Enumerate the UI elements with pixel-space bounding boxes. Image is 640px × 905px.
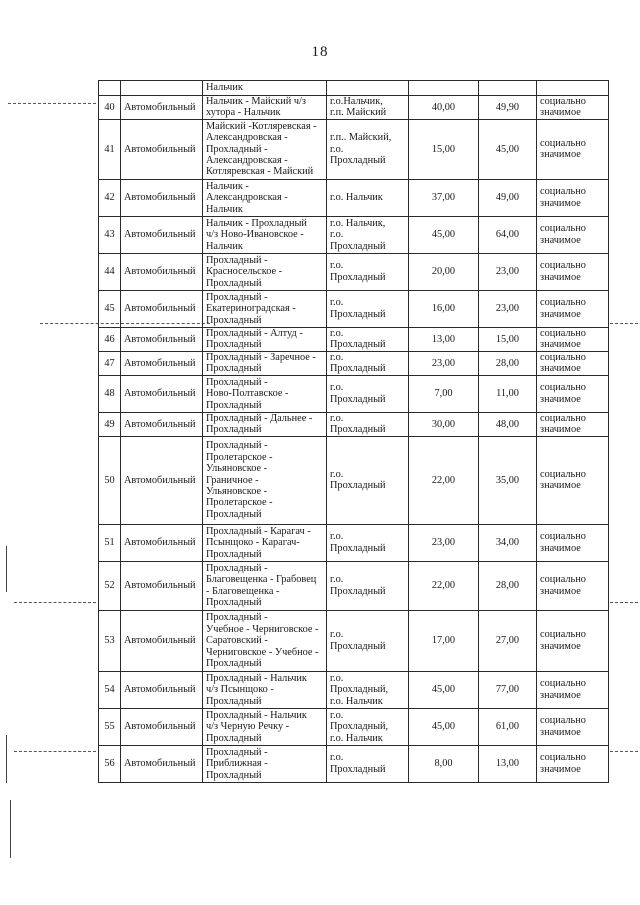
distance-value-cell	[479, 327, 537, 351]
transport-type-cell-text: Автомобильный	[124, 143, 196, 155]
distance-value-cell	[409, 216, 479, 253]
municipality-cell-text: г.о. Нальчик, г.о. Прохладный	[330, 217, 386, 252]
distance-value-cell-text: 13,00	[495, 758, 520, 770]
table-row	[99, 524, 609, 561]
distance-value-cell	[409, 375, 479, 412]
distance-value-cell	[479, 290, 537, 327]
transport-type-cell	[121, 375, 203, 412]
distance-value-cell	[479, 436, 537, 524]
page-number: 18	[311, 44, 329, 60]
table-row	[99, 119, 609, 179]
municipality-cell-text: г.о. Прохладный, г.о. Нальчик	[330, 672, 389, 707]
distance-value-cell-text: 8,00	[434, 758, 453, 770]
scan-artifact-line	[8, 103, 96, 104]
route-cell-text: Прохладный - Красносельское - Прохладный	[206, 254, 283, 289]
status-cell	[537, 671, 609, 708]
status-cell	[537, 179, 609, 216]
status-cell-text: социально значимое	[540, 137, 586, 161]
num-cell-text: 50	[104, 474, 115, 486]
transport-type-cell-text: Автомобильный	[124, 388, 196, 400]
municipality-cell	[327, 96, 409, 120]
municipality-cell-text: г.о. Прохладный	[330, 297, 386, 320]
distance-value-cell-text: 45,00	[431, 684, 456, 696]
municipality-cell	[327, 290, 409, 327]
table-row	[99, 216, 609, 253]
route-cell	[203, 119, 327, 179]
status-cell	[537, 436, 609, 524]
distance-value-cell-text: 23,00	[431, 537, 456, 549]
num-cell	[99, 561, 121, 610]
municipality-cell	[327, 524, 409, 561]
route-cell-text: Нальчик - Прохладный ч/з Ново-Ивановское - Нальчик	[206, 217, 307, 252]
route-cell	[203, 745, 327, 782]
num-cell	[99, 327, 121, 351]
num-cell	[99, 375, 121, 412]
municipality-cell	[327, 327, 409, 351]
transport-type-cell-text: Автомобильный	[124, 474, 196, 486]
distance-value-cell	[409, 610, 479, 671]
num-cell-text: 48	[104, 388, 115, 400]
transport-type-cell	[121, 524, 203, 561]
num-cell-text: 41	[104, 143, 115, 155]
table-row	[99, 375, 609, 412]
route-cell	[203, 524, 327, 561]
distance-value-cell-text: 11,00	[496, 388, 519, 400]
num-cell-text: 51	[104, 537, 115, 549]
num-cell-text: 42	[104, 192, 115, 204]
route-cell	[203, 375, 327, 412]
distance-value-cell-text: 23,00	[495, 266, 520, 278]
transport-type-cell-text: Автомобильный	[124, 229, 196, 241]
distance-value-cell	[479, 745, 537, 782]
num-cell	[99, 745, 121, 782]
transport-type-cell	[121, 412, 203, 436]
table-row	[99, 436, 609, 524]
transport-type-cell-text: Автомобильный	[124, 635, 196, 647]
status-cell-text: социально значимое	[540, 715, 586, 738]
status-cell	[537, 216, 609, 253]
route-cell	[203, 290, 327, 327]
type-cell	[121, 81, 203, 96]
route-cell-text: Прохладный - Ново-Полтавское - Прохладный	[206, 376, 289, 411]
status-cell-text: социально значимое	[540, 468, 586, 492]
route-cell-text: Майский -Котляревская - Александровская - Прохладный - Александровская - Котляревская - Майский	[206, 120, 317, 178]
distance-value-cell-text: 7,00	[434, 388, 453, 400]
distance-value-cell-text: 77,00	[495, 684, 520, 696]
transport-type-cell	[121, 179, 203, 216]
municipality-cell	[327, 610, 409, 671]
num-cell	[99, 253, 121, 290]
municipality-cell-text: г.о. Прохладный	[330, 382, 386, 405]
route-cell-text: Прохладный - Алтуд - Прохладный	[206, 327, 303, 351]
scan-artifact-line	[14, 751, 96, 752]
transport-type-cell	[121, 216, 203, 253]
route-cell	[203, 327, 327, 351]
num-cell-text: 54	[104, 684, 115, 696]
transport-type-cell	[121, 561, 203, 610]
status-cell-text: социально значимое	[540, 351, 586, 375]
num-cell-text: 46	[104, 333, 115, 345]
value-cell	[479, 81, 537, 96]
distance-value-cell-text: 28,00	[495, 580, 520, 592]
municipality-cell-text: г.о. Прохладный, г.о. Нальчик	[330, 709, 389, 744]
num-cell	[99, 179, 121, 216]
table-row	[99, 96, 609, 120]
distance-value-cell-text: 27,00	[495, 635, 520, 647]
distance-value-cell	[479, 179, 537, 216]
municipality-cell-text: г.о. Прохладный	[330, 574, 386, 597]
status-cell-text: социально значимое	[540, 531, 586, 554]
status-cell	[537, 524, 609, 561]
transport-type-cell-text: Автомобильный	[124, 266, 196, 278]
distance-value-cell	[479, 351, 537, 375]
num-cell-text: 47	[104, 357, 115, 369]
distance-value-cell-text: 45,00	[495, 143, 520, 155]
distance-value-cell	[479, 412, 537, 436]
status-cell-text: социально значимое	[540, 752, 586, 775]
num-cell	[99, 81, 121, 96]
municipality-cell-text: г.п.. Майский, г.о. Прохладный	[330, 132, 392, 167]
scan-artifact-line	[610, 602, 638, 603]
num-cell	[99, 708, 121, 745]
status-cell	[537, 745, 609, 782]
distance-value-cell-text: 22,00	[431, 580, 456, 592]
table-row	[99, 327, 609, 351]
route-cell-text: Прохладный - Пролетарское - Ульяновское - Граничное - Ульяновское - Пролетарское - Прохладный	[206, 440, 273, 520]
status-cell-text: социально значимое	[540, 327, 586, 351]
municipality-cell	[327, 253, 409, 290]
route-cell-text: Прохладный - Нальчик ч/з Псынщоко - Прохладный	[206, 672, 307, 707]
scan-artifact-line	[610, 751, 638, 752]
distance-value-cell	[479, 96, 537, 120]
municipality-cell-text: г.о. Прохладный	[330, 531, 386, 554]
value-cell	[409, 81, 479, 96]
route-cell	[203, 351, 327, 375]
distance-value-cell-text: 40,00	[431, 101, 456, 113]
transport-type-cell-text: Автомобильный	[124, 418, 196, 430]
distance-value-cell-text: 34,00	[495, 537, 520, 549]
num-cell-text: 43	[104, 229, 115, 241]
route-cell	[203, 179, 327, 216]
route-cell-text: Прохладный - Екатериноградская - Прохладный	[206, 291, 296, 326]
distance-value-cell-text: 15,00	[431, 143, 456, 155]
status-cell-text: социально значимое	[540, 574, 586, 597]
transport-type-cell-text: Автомобильный	[124, 537, 196, 549]
num-cell	[99, 290, 121, 327]
municipality-cell	[327, 179, 409, 216]
num-cell	[99, 412, 121, 436]
transport-type-cell	[121, 745, 203, 782]
distance-value-cell-text: 15,00	[495, 333, 520, 345]
status-cell	[537, 375, 609, 412]
municipality-cell-text: г.о. Прохладный	[330, 351, 386, 375]
status-cell-text: социально значимое	[540, 678, 586, 701]
route-cell-text: Нальчик - Майский ч/з хутора - Нальчик	[206, 96, 306, 119]
table-row	[99, 745, 609, 782]
distance-value-cell-text: 49,00	[495, 192, 520, 204]
municipality-cell-text: г.о. Прохладный	[330, 629, 386, 652]
transport-type-cell	[121, 119, 203, 179]
municipality-cell	[327, 745, 409, 782]
transport-type-cell-text: Автомобильный	[124, 333, 196, 345]
status-cell	[537, 96, 609, 120]
distance-value-cell-text: 20,00	[431, 266, 456, 278]
municipality-cell	[327, 561, 409, 610]
routes-table	[98, 80, 609, 783]
municipality-cell	[327, 119, 409, 179]
municipality-cell-text: г.о. Прохладный	[330, 468, 386, 492]
transport-type-cell	[121, 327, 203, 351]
route-cell-text: Прохладный - Приближная - Прохладный	[206, 746, 268, 781]
num-cell-text: 56	[104, 758, 115, 770]
status-cell-text: социально значимое	[540, 260, 586, 283]
distance-value-cell	[409, 253, 479, 290]
route-cell-text: Прохладный - Нальчик ч/з Черную Речку - Прохладный	[206, 709, 307, 744]
route-cell-text: Прохладный - Благовещенка - Грабовец - Благовещенка - Прохладный	[206, 563, 317, 609]
scan-artifact-edge	[6, 735, 7, 783]
distance-value-cell	[409, 412, 479, 436]
distance-value-cell-text: 61,00	[495, 721, 520, 733]
num-cell	[99, 671, 121, 708]
distance-value-cell	[479, 375, 537, 412]
num-cell	[99, 524, 121, 561]
num-cell	[99, 216, 121, 253]
scan-artifact-edge	[10, 800, 11, 858]
num-cell	[99, 610, 121, 671]
distance-value-cell-text: 17,00	[431, 635, 456, 647]
distance-value-cell	[409, 351, 479, 375]
scan-artifact-edge	[6, 546, 7, 592]
status-cell-text: социально значимое	[540, 186, 586, 209]
transport-type-cell	[121, 610, 203, 671]
municipality-cell-text: г.о. Прохладный	[330, 752, 386, 775]
num-cell	[99, 96, 121, 120]
table-row	[99, 561, 609, 610]
distance-value-cell-text: 37,00	[431, 192, 456, 204]
municipality-cell-text: г.о. Прохладный	[330, 327, 386, 351]
num-cell	[99, 436, 121, 524]
table-row-continuation	[99, 81, 609, 96]
city-cell	[327, 81, 409, 96]
distance-value-cell	[479, 671, 537, 708]
table-row	[99, 708, 609, 745]
route-cell	[203, 253, 327, 290]
table-row	[99, 290, 609, 327]
distance-value-cell	[409, 561, 479, 610]
route-cell	[203, 412, 327, 436]
route-cell: Нальчик	[203, 81, 327, 96]
municipality-cell	[327, 375, 409, 412]
route-cell-text: Прохладный - Карагач - Псынщоко - Карагач- Прохладный	[206, 525, 311, 560]
distance-value-cell	[409, 327, 479, 351]
num-cell-text: 45	[104, 303, 115, 315]
status-cell-text: социально значимое	[540, 412, 586, 436]
status-cell-text: социально значимое	[540, 382, 586, 405]
transport-type-cell	[121, 351, 203, 375]
distance-value-cell	[409, 179, 479, 216]
status-cell-text: социально значимое	[540, 629, 586, 652]
distance-value-cell	[409, 290, 479, 327]
transport-type-cell	[121, 708, 203, 745]
route-cell	[203, 561, 327, 610]
status-cell	[537, 610, 609, 671]
transport-type-cell-text: Автомобильный	[124, 758, 196, 770]
distance-value-cell-text: 23,00	[431, 357, 456, 369]
table-row	[99, 253, 609, 290]
distance-value-cell-text: 35,00	[495, 474, 520, 486]
status-cell-text: социально значимое	[540, 96, 586, 119]
distance-value-cell-text: 16,00	[431, 303, 456, 315]
table-row	[99, 610, 609, 671]
distance-value-cell	[409, 524, 479, 561]
municipality-cell	[327, 708, 409, 745]
num-cell-text: 44	[104, 266, 115, 278]
num-cell	[99, 351, 121, 375]
municipality-cell	[327, 436, 409, 524]
table-row	[99, 179, 609, 216]
distance-value-cell	[479, 610, 537, 671]
distance-value-cell-text: 23,00	[495, 303, 520, 315]
status-cell	[537, 119, 609, 179]
route-cell-text: Прохладный - Заречное - Прохладный	[206, 351, 316, 375]
transport-type-cell-text: Автомобильный	[124, 357, 196, 369]
transport-type-cell-text: Автомобильный	[124, 721, 196, 733]
distance-value-cell	[409, 671, 479, 708]
table-row	[99, 351, 609, 375]
distance-value-cell-text: 30,00	[431, 418, 456, 430]
route-cell-text: Нальчик - Александровская - Нальчик	[206, 180, 288, 215]
municipality-cell-text: г.о. Прохладный	[330, 412, 386, 436]
distance-value-cell	[409, 436, 479, 524]
route-cell-text: Прохладный - Дальнее - Прохладный	[206, 412, 313, 436]
distance-value-cell	[479, 708, 537, 745]
municipality-cell	[327, 216, 409, 253]
num-cell	[99, 119, 121, 179]
municipality-cell	[327, 412, 409, 436]
scan-artifact-line	[610, 323, 638, 324]
transport-type-cell-text: Автомобильный	[124, 101, 196, 113]
distance-value-cell-text: 48,00	[495, 418, 520, 430]
distance-value-cell-text: 22,00	[431, 474, 456, 486]
transport-type-cell-text: Автомобильный	[124, 684, 196, 696]
status-cell	[537, 327, 609, 351]
distance-value-cell-text: 64,00	[495, 229, 520, 241]
transport-type-cell	[121, 290, 203, 327]
status-cell-text: социально значимое	[540, 297, 586, 320]
route-cell	[203, 708, 327, 745]
status-cell	[537, 561, 609, 610]
route-cell	[203, 610, 327, 671]
distance-value-cell-text: 49,90	[495, 101, 520, 113]
route-cell	[203, 436, 327, 524]
distance-value-cell	[479, 119, 537, 179]
municipality-cell	[327, 671, 409, 708]
route-cell-text: Прохладный - Учебное - Черниговское - Саратовский - Черниговское - Учебное - Прохладный	[206, 612, 319, 669]
transport-type-cell-text: Автомобильный	[124, 192, 196, 204]
status-cell	[537, 81, 609, 96]
status-cell	[537, 290, 609, 327]
route-cell	[203, 216, 327, 253]
route-cell	[203, 671, 327, 708]
status-cell	[537, 253, 609, 290]
num-cell-text: 55	[104, 721, 115, 733]
transport-type-cell	[121, 671, 203, 708]
distance-value-cell-text: 28,00	[495, 357, 520, 369]
distance-value-cell	[479, 561, 537, 610]
distance-value-cell	[479, 253, 537, 290]
table-row	[99, 412, 609, 436]
status-cell-text: социально значимое	[540, 223, 586, 246]
distance-value-cell-text: 13,00	[431, 333, 456, 345]
num-cell-text: 53	[104, 635, 115, 647]
scan-artifact-line	[14, 602, 96, 603]
table-row	[99, 671, 609, 708]
municipality-cell-text: г.о. Нальчик	[330, 192, 383, 204]
num-cell-text: 52	[104, 580, 115, 592]
status-cell	[537, 412, 609, 436]
distance-value-cell	[479, 524, 537, 561]
distance-value-cell	[409, 96, 479, 120]
status-cell	[537, 351, 609, 375]
route-cell	[203, 96, 327, 120]
transport-type-cell-text: Автомобильный	[124, 580, 196, 592]
distance-value-cell	[409, 708, 479, 745]
num-cell-text: 49	[104, 418, 115, 430]
transport-type-cell	[121, 253, 203, 290]
transport-type-cell	[121, 436, 203, 524]
num-cell-text: 40	[104, 101, 115, 113]
distance-value-cell	[479, 216, 537, 253]
distance-value-cell	[409, 119, 479, 179]
municipality-cell-text: г.о.Нальчик, г.п. Майский	[330, 96, 387, 119]
transport-type-cell	[121, 96, 203, 120]
status-cell	[537, 708, 609, 745]
municipality-cell-text: г.о. Прохладный	[330, 260, 386, 283]
distance-value-cell-text: 45,00	[431, 721, 456, 733]
transport-type-cell-text: Автомобильный	[124, 303, 196, 315]
distance-value-cell	[409, 745, 479, 782]
municipality-cell	[327, 351, 409, 375]
distance-value-cell-text: 45,00	[431, 229, 456, 241]
